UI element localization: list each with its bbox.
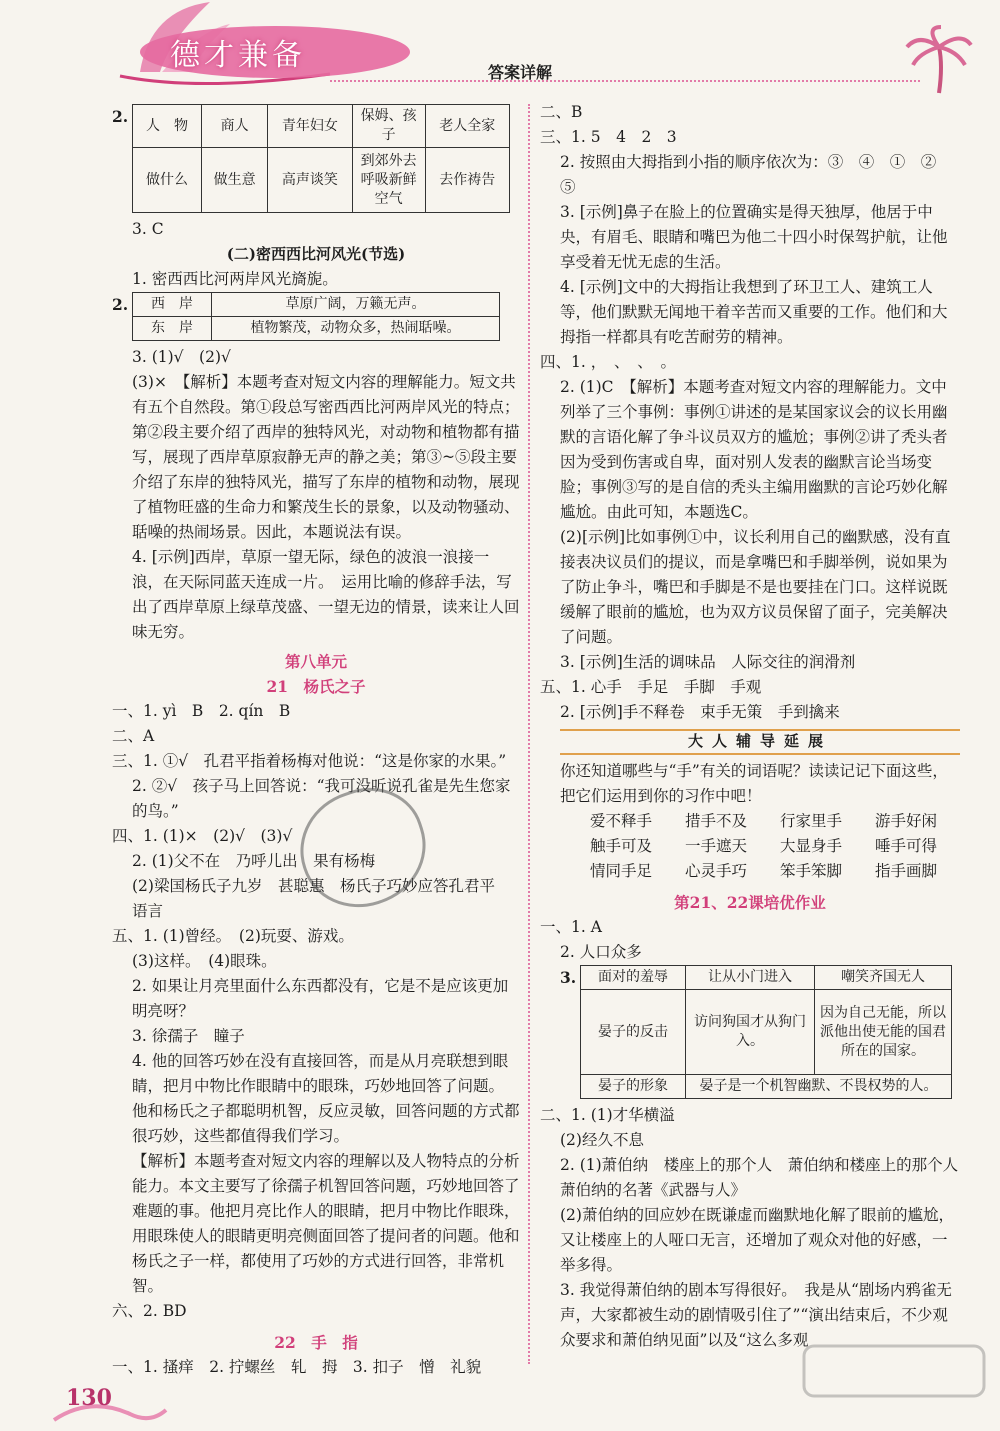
table-cell: 嘲笑齐国无人 — [815, 966, 952, 990]
answer-paragraph: (2)萧伯纳的回应妙在既谦虚而幽默地化解了眼前的尴尬，又让楼座上的人哑口无言，还增加了观众对他的好感，一举多得。 — [560, 1206, 954, 1274]
answer-line: 一、1. 搔痒 2. 拧螺丝 轧 拇 3. 扣子 憎 礼貌 — [112, 1358, 482, 1376]
word-item: 措手不及 — [685, 812, 748, 830]
answer-paragraph: 2. ②√ 孩子马上回答说：“我可没听说孔雀是先生您家的鸟。” — [132, 777, 511, 820]
table-cell: 面对的羞辱 — [581, 966, 686, 990]
answer-line: 1. 密西西比河两岸风光旖旎。 — [132, 270, 338, 288]
word-item: 指手画脚 — [875, 862, 938, 880]
question-number: 2. — [112, 295, 129, 314]
answer-paragraph: (3)× 【解析】本题考查对短文内容的理解能力。短文共有五个自然段。第①段总写密西西比河两岸风光的特点；第②段主要介绍了西岸的独特风光，对动物和植物都有描写，展现了西岸草原寂静无声的静之美；第③~⑤段主要介绍了东岸的独特风光，描写了东岸的植物和动物，展现了植物旺盛的生命力和繁茂生长的景象，以及动物骚动、聒噪的热闹场景。因此，本题说法有误。 — [132, 373, 520, 541]
table-cell: 让从小门进入 — [686, 966, 815, 990]
unit-title: 第八单元 — [284, 652, 347, 671]
answer-paragraph: 2. 如果让月亮里面什么东西都没有，它是不是应该更加明亮呀？ — [132, 977, 509, 1020]
table-cell: 做生意 — [202, 148, 268, 213]
answer-line: 3. 徐孺子 瞳子 — [132, 1027, 245, 1045]
characters-table — [132, 104, 510, 213]
column-divider — [528, 104, 530, 1364]
page-header — [0, 0, 1000, 100]
table-cell: 西 岸 — [133, 293, 212, 317]
word-item: 唾手可得 — [875, 837, 938, 855]
answer-paragraph: (2)[示例]比如事例①中，议长利用自己的幽默感，没有直接表决议员们的提议，而是拿嘴巴和手脚举例，说如果为了防止争斗，嘴巴和手脚是不是也要挂在门口。这样说既缓解了眼前的尴尬，也为双方议员保留了面子，完美解决了问题。 — [560, 528, 951, 646]
page-header-title: 答案详解 — [487, 63, 552, 82]
question-number: 3. — [560, 968, 577, 987]
word-item: 心灵手巧 — [685, 862, 748, 880]
answer-line: 一、1. A — [540, 918, 602, 936]
word-item: 游手好闲 — [875, 812, 938, 830]
extension-banner: 大人辅导延展 — [560, 729, 960, 755]
right-column — [540, 100, 974, 1353]
word-item: 爱不释手 — [590, 812, 653, 830]
table-cell: 保姆、孩子 — [352, 105, 425, 148]
answer-line: 二、A — [112, 727, 155, 745]
yanzi-table — [580, 965, 952, 1099]
word-item: 一手遮天 — [685, 837, 748, 855]
table-cell: 晏子的形象 — [581, 1075, 686, 1099]
lesson-title: 22 手 指 — [274, 1333, 358, 1352]
answer-line: 3. [示例]生活的调味品 人际交往的润滑剂 — [560, 653, 856, 671]
answer-line: 3. C — [132, 220, 164, 238]
answer-paragraph: 【解析】本题考查对短文内容的理解以及人物特点的分析能力。本文主要写了徐孺子机智回答问题，巧妙地回答了难题的事。他把月亮比作人的眼睛，把月中物比作眼珠，用眼珠使人的眼睛更明亮侧面回答了提问者的问题。他和杨氏之子一样，都使用了巧妙的方式进行回答，非常机智。 — [132, 1152, 520, 1295]
answer-paragraph: (2)梁国杨氏子九岁 甚聪惠 杨氏子巧妙应答孔君平 语言 — [132, 877, 511, 920]
header-rule — [330, 80, 920, 82]
answer-line: 四、1. (1)× (2)√ (3)√ — [112, 827, 293, 845]
answer-line: 五、1. (1)曾经。 (2)玩耍、游戏。 — [112, 927, 354, 945]
answer-line: 2. 人口众多 — [560, 943, 642, 961]
page-number: 130 — [66, 1385, 112, 1411]
table-cell: 青年妇女 — [268, 105, 352, 148]
table-cell: 晏子的反击 — [581, 990, 686, 1075]
table-cell: 人 物 — [133, 105, 202, 148]
table-cell: 东 岸 — [133, 317, 212, 341]
table-cell: 做什么 — [133, 148, 202, 213]
answer-line: 一、1. yì B 2. qín B — [112, 702, 291, 720]
riverbank-table — [132, 292, 500, 341]
section-title: (二)密西西比河风光(节选) — [226, 245, 406, 263]
left-column — [112, 100, 520, 1380]
answer-paragraph: 3. [示例]鼻子在脸上的位置确实是得天独厚，他居于中央，有眉毛、眼睛和嘴巴为他二十四小时保驾护航，让他享受着无忧无虑的生活。 — [560, 203, 948, 271]
answer-line: 三、1. ①√ 孔君平指着杨梅对他说：“这是你家的水果。” — [112, 752, 507, 770]
answer-line: 三、1. 5 4 2 3 — [540, 128, 677, 146]
word-item: 笨手笨脚 — [780, 862, 843, 880]
table-cell: 晏子是一个机智幽默、不畏权势的人。 — [686, 1075, 952, 1099]
word-item: 行家里手 — [780, 812, 843, 830]
answer-line: 2. (1)父不在 乃呼儿出 果有杨梅 — [132, 852, 376, 870]
table-cell: 草原广阔，万籁无声。 — [212, 293, 500, 317]
table-cell: 商人 — [202, 105, 268, 148]
answer-line: 2. [示例]手不释卷 束手无策 手到擒来 — [560, 703, 840, 721]
answer-line: 六、2. BD — [112, 1302, 187, 1320]
answer-paragraph: 2. (1)萧伯纳 楼座上的那个人 萧伯纳和楼座上的那个人 萧伯纳的名著《武器与人》 — [560, 1156, 974, 1199]
homework-title: 第21、22课培优作业 — [674, 893, 826, 912]
word-item: 大显身手 — [780, 837, 843, 855]
table-cell: 因为自己无能，所以派他出使无能的国君所在的国家。 — [815, 990, 952, 1075]
answer-line: 二、B — [540, 103, 583, 121]
table-cell: 到郊外去呼吸新鲜空气 — [352, 148, 425, 213]
question-number: 2. — [112, 107, 129, 126]
answer-paragraph: 2. 按照由大拇指到小指的顺序依次为：③ ④ ① ② ⑤ — [560, 153, 952, 196]
answer-paragraph: 3. 我觉得萧伯纳的剧本写得很好。 我是从“剧场内鸦雀无声，大家都被生动的剧情吸引住了”“演出结束后，不少观众要求和萧伯纳见面”以及“这么多观 — [560, 1281, 952, 1349]
word-item: 触手可及 — [590, 837, 653, 855]
table-cell: 高声谈笑 — [268, 148, 352, 213]
answer-line: 五、1. 心手 手足 手脚 手观 — [540, 678, 762, 696]
answer-paragraph: 4. 他的回答巧妙在没有直接回答，而是从月亮联想到眼睛，把月中物比作眼睛中的眼珠，巧妙地回答了问题。 他和杨氏之子都聪明机智，反应灵敏，回答问题的方式都很巧妙，这些都值得我们学习。 — [132, 1052, 520, 1145]
answer-line: 四、1. ， 、 、 。 — [540, 353, 676, 371]
extension-word-grid — [540, 809, 960, 884]
word-item: 情同手足 — [590, 862, 653, 880]
extension-intro: 你还知道哪些与“手”有关的词语呢？读读记记下面这些，把它们运用到你的习作中吧！ — [560, 762, 948, 805]
answer-paragraph: 2. (1)C 【解析】本题考查对短文内容的理解能力。文中列举了三个事例：事例①讲述的是某国家议会的议长用幽默的言语化解了争斗议员双方的尴尬；事例②讲了秃头者因为受到伤害或自卑，面对别人发表的幽默言论当场变脸；事例③写的是自信的秃头主编用幽默的言论巧妙化解尴尬。由此可知，本题选C。 — [560, 378, 948, 521]
palm-tree-icon — [905, 25, 975, 95]
answer-line: (2)经久不息 — [560, 1131, 644, 1149]
lesson-title: 21 杨氏之子 — [266, 677, 366, 696]
answer-paragraph: 4. [示例]文中的大拇指让我想到了环卫工人、建筑工人等，他们默默无闻地干着辛苦而又重要的工作。他们和大拇指一样都具有吃苦耐劳的精神。 — [560, 278, 948, 346]
answer-line: 3. (1)√ (2)√ — [132, 348, 231, 366]
answer-line: (3)这样。 (4)眼珠。 — [132, 952, 277, 970]
answer-line: 二、1. (1)才华横溢 — [540, 1106, 675, 1124]
answer-paragraph: 4. [示例]西岸，草原一望无际，绿色的波浪一浪接一浪，在天际同蓝天连成一片。 运用比喻的修辞手法，写出了西岸草原上绿草茂盛、一望无边的情景，读来让人回味无穷。 — [132, 548, 520, 641]
table-cell: 去作祷告 — [425, 148, 509, 213]
table-cell: 访问狗国才从狗门入。 — [686, 990, 815, 1075]
table-cell: 老人全家 — [425, 105, 509, 148]
brand-title: 德才兼备 — [170, 38, 306, 73]
table-cell: 植物繁茂，动物众多，热闹聒噪。 — [212, 317, 500, 341]
corner-watermark-logo — [800, 1340, 990, 1420]
